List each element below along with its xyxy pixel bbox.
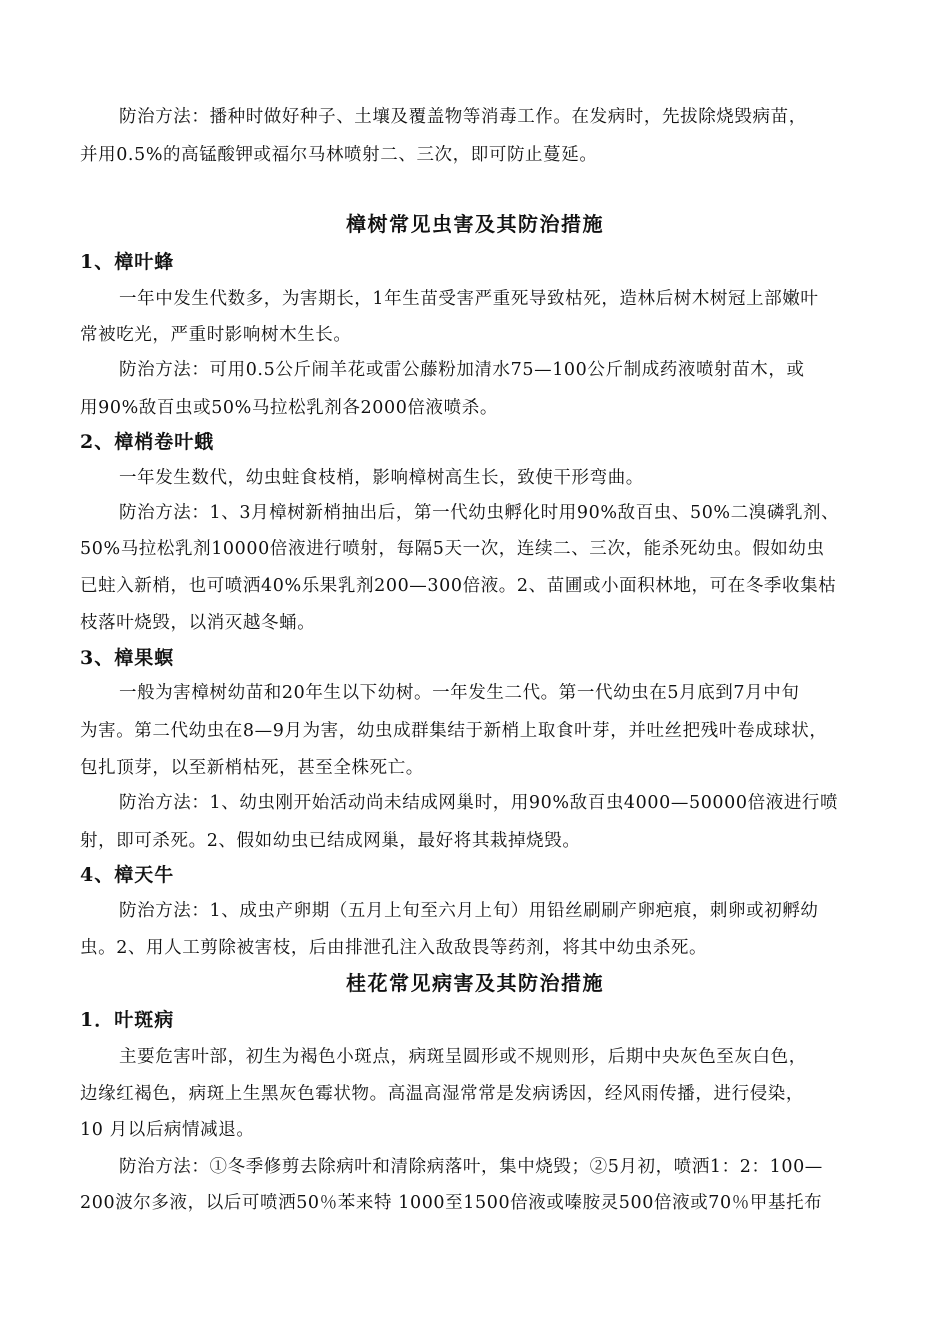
intro-text-line: 并用0.5%的高锰酸钾或福尔马林喷射二、三次，即可防止蔓延。 xyxy=(80,145,598,165)
body-text-line: 常被吃光，严重时影响树木生长。 xyxy=(80,325,352,345)
body-text-line: 防治方法：可用0.5公斤闹羊花或雷公藤粉加清水75—100公斤制成药液喷射苗木，或 xyxy=(119,360,805,380)
body-text-line: 已蛀入新梢，也可喷洒40%乐果乳剂200—300倍液。2、苗圃或小面积林地，可在冬季收集枯 xyxy=(80,576,837,596)
body-text-line: 枝落叶烧毁，以消灭越冬蛹。 xyxy=(80,613,316,633)
body-text-line: 200波尔多液，以后可喷洒50％苯来特 1000至1500倍液或嗪胺灵500倍液或70％甲基托布 xyxy=(80,1193,823,1213)
body-text-line: 用90%敌百虫或50%马拉松乳剂各2000倍液喷杀。 xyxy=(80,398,498,418)
body-text-line: 10 月以后病情减退。 xyxy=(80,1120,255,1140)
body-text-line: 50%马拉松乳剂10000倍液进行喷射，每隔5天一次，连续二、三次，能杀死幼虫。假如幼虫 xyxy=(80,539,825,559)
body-text-line: 防治方法：①冬季修剪去除病叶和清除病落叶，集中烧毁；②5月初，喷洒1：2：100— xyxy=(119,1157,823,1177)
body-text-line: 防治方法：1、幼虫刚开始活动尚未结成网巢时，用90%敌百虫4000—50000倍液进行喷 xyxy=(119,793,839,813)
body-text-line: 主要危害叶部，初生为褐色小斑点，病斑呈圆形或不规则形，后期中央灰色至灰白色， xyxy=(119,1047,807,1067)
pest-heading: 2、樟梢卷叶蛾 xyxy=(80,431,215,453)
body-text-line: 防治方法：1、成虫产卵期（五月上旬至六月上旬）用铅丝刷刷产卵疤痕，刺卵或初孵幼 xyxy=(119,901,819,921)
intro-text-line: 防治方法：播种时做好种子、土壤及覆盖物等消毒工作。在发病时，先拔除烧毁病苗， xyxy=(119,107,807,127)
body-text-line: 一年中发生代数多，为害期长，1年生苗受害严重死导致枯死，造林后树木树冠上部嫩叶 xyxy=(119,289,819,309)
body-text-line: 边缘红褐色，病斑上生黑灰色霉状物。高温高湿常常是发病诱因，经风雨传播，进行侵染， xyxy=(80,1084,804,1104)
pest-heading: 3、樟果螟 xyxy=(80,647,175,669)
disease-heading: 1．叶斑病 xyxy=(80,1009,175,1031)
body-text-line: 射，即可杀死。2、假如幼虫已结成网巢，最好将其栽掉烧毁。 xyxy=(80,831,581,851)
pest-heading: 1、樟叶蜂 xyxy=(80,251,175,273)
body-text-line: 一般为害樟树幼苗和20年生以下幼树。一年发生二代。第一代幼虫在5月底到7月中旬 xyxy=(119,683,800,703)
section-title-camphor: 樟树常见虫害及其防治措施 xyxy=(346,212,604,236)
pest-heading: 4、樟天牛 xyxy=(80,864,175,886)
body-text-line: 一年发生数代，幼虫蛀食枝梢，影响樟树高生长，致使干形弯曲。 xyxy=(119,468,644,488)
body-text-line: 包扎顶芽，以至新梢枯死，甚至全株死亡。 xyxy=(80,758,424,778)
section-title-osmanthus: 桂花常见病害及其防治措施 xyxy=(346,971,604,995)
body-text-line: 防治方法：1、3月樟树新梢抽出后，第一代幼虫孵化时用90%敌百虫、50%二溴磷乳剂、 xyxy=(119,503,840,523)
body-text-line: 为害。第二代幼虫在8—9月为害，幼虫成群集结于新梢上取食叶芽，并吐丝把残叶卷成球状， xyxy=(80,721,828,741)
body-text-line: 虫。2、用人工剪除被害枝，后由排泄孔注入敌敌畏等药剂，将其中幼虫杀死。 xyxy=(80,938,708,958)
